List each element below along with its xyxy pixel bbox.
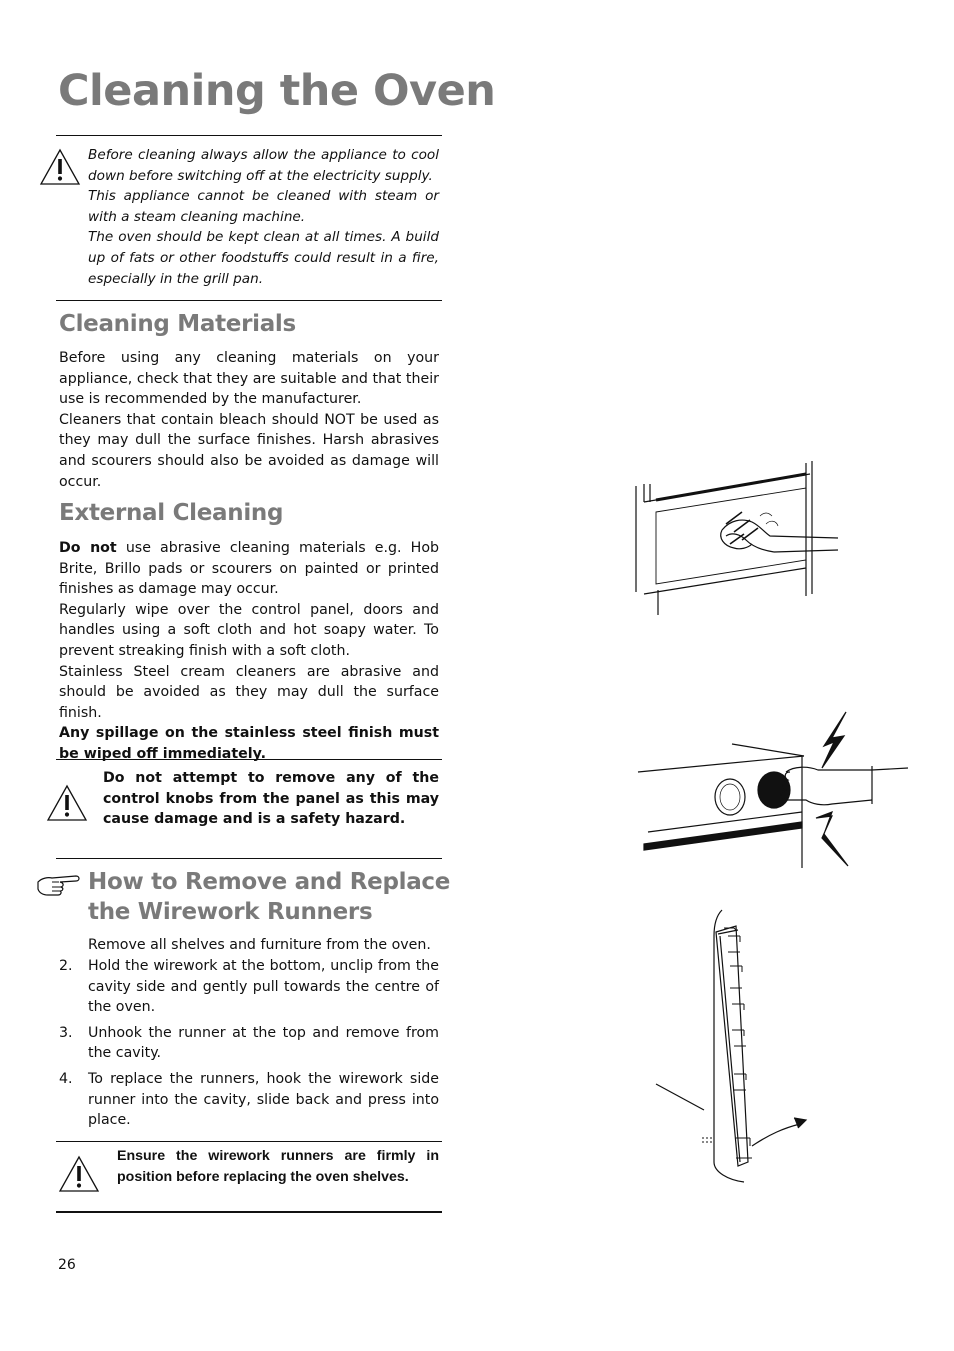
- list-item: [59, 1023, 439, 1064]
- step-number: 4.: [59, 1070, 73, 1087]
- heading-line: the Wirework Runners: [88, 899, 373, 925]
- divider: [56, 300, 442, 301]
- paragraph: [59, 538, 439, 600]
- paragraph: Before using any cleaning materials on your appliance, check that they are suitable and that their use is recommended by the manufacturer.: [59, 350, 439, 408]
- pointing-hand-icon: [36, 872, 82, 898]
- divider: [56, 1211, 442, 1213]
- paragraph: Cleaners that contain bleach should NOT be used as they may dull the surface finishes. Harsh abrasives and scourers should also be avoided as damage will occur.: [59, 411, 439, 490]
- step-number: 2.: [59, 958, 73, 974]
- oven-wiping-illustration: [630, 460, 845, 620]
- warning-triangle-icon: [45, 784, 89, 822]
- runners-step-1: Remove all shelves and furniture from the oven.: [88, 937, 431, 953]
- heading-line: How to Remove and Replace: [88, 869, 451, 895]
- intro-warning-line: Before cleaning always allow the appliance to cool down before switching off at the electricity supply.: [88, 147, 439, 184]
- list-item: [59, 956, 439, 1018]
- page-title: Cleaning the Oven: [58, 66, 496, 116]
- cleaning-materials-text: [59, 348, 439, 492]
- runners-heading: [88, 867, 450, 927]
- runners-steps: [59, 956, 439, 1136]
- step-text: Unhook the runner at the top and remove from the cavity.: [88, 1024, 439, 1062]
- divider: [56, 759, 442, 760]
- control-knob-illustration: [636, 708, 912, 870]
- paragraph: Stainless Steel cream cleaners are abrasive and should be avoided as they may dull the surface finish.: [59, 663, 439, 721]
- cleaning-materials-heading: Cleaning Materials: [59, 311, 296, 337]
- emphasis: Do not: [59, 540, 117, 556]
- wirework-runner-illustration: [654, 906, 810, 1186]
- external-cleaning-text: [59, 538, 439, 765]
- divider: [56, 1141, 442, 1142]
- divider: [56, 135, 442, 136]
- paragraph: Regularly wipe over the control panel, doors and handles using a soft cloth and hot soapy water. To prevent streaking finish with a soft cloth.: [59, 601, 439, 659]
- paragraph: Any spillage on the stainless steel finish must be wiped off immediately.: [59, 725, 439, 762]
- warning-triangle-icon: [57, 1155, 101, 1193]
- page-number: 26: [58, 1257, 76, 1273]
- text: use abrasive cleaning materials e.g. Hob Brite, Brillo pads or scourers on painted or printed finishes as damage may occur.: [59, 540, 440, 598]
- warning-triangle-icon: [39, 148, 81, 186]
- knob-warning-text: Do not attempt to remove any of the control knobs from the panel as this may cause damage and is a safety hazard.: [103, 770, 439, 828]
- step-number: 3.: [59, 1024, 73, 1041]
- external-cleaning-heading: External Cleaning: [59, 500, 284, 526]
- step-text: To replace the runners, hook the wirework side runner into the cavity, slide back and press into place.: [88, 1070, 439, 1129]
- divider: [56, 858, 442, 859]
- list-item: [59, 1069, 439, 1131]
- step-text: Hold the wirework at the bottom, unclip from the cavity side and gently pull towards the centre of the oven.: [88, 958, 439, 1016]
- intro-warning-line: This appliance cannot be cleaned with steam or with a steam cleaning machine.: [88, 188, 439, 225]
- runners-warning-text: Ensure the wirework runners are firmly in position before replacing the oven shelves.: [117, 1148, 439, 1185]
- intro-warning-text: [88, 145, 439, 289]
- intro-warning-line: The oven should be kept clean at all times. A build up of fats or other foodstuffs could result in a fire, especially in the grill pan.: [88, 229, 439, 287]
